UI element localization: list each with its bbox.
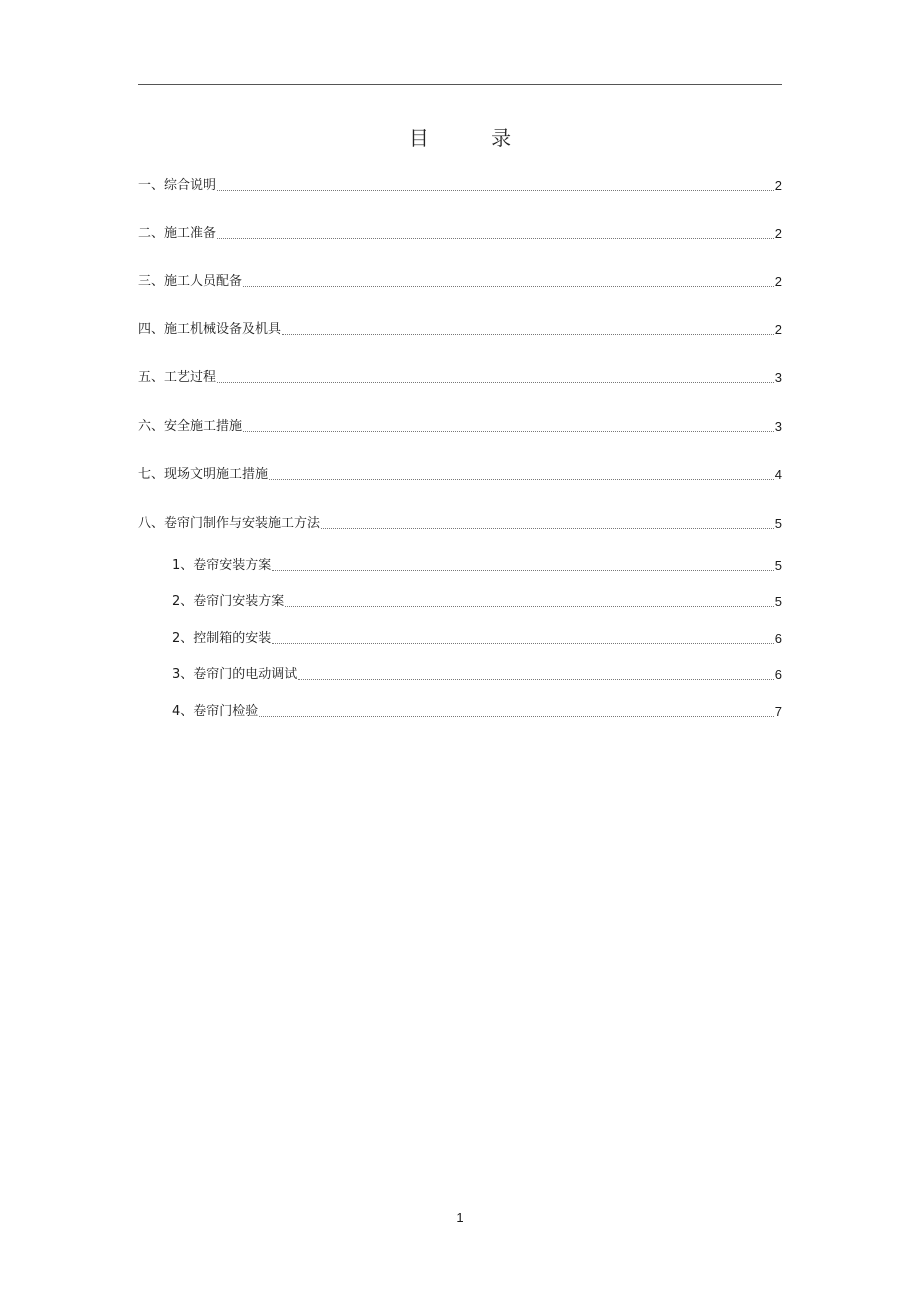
page-number: 1 — [456, 1210, 464, 1225]
toc-subentry[interactable] — [172, 702, 782, 720]
toc-leader — [217, 238, 774, 239]
header-rule — [138, 84, 782, 85]
toc-entry-page: 2 — [774, 226, 782, 241]
toc-entry-label: 三、施工人员配备 — [138, 274, 243, 289]
toc-entry-label: 八、卷帘门制作与安装施工方法 — [138, 516, 321, 531]
toc-entry-label: 六、安全施工措施 — [138, 419, 243, 434]
toc-entry-label: 五、工艺过程 — [138, 370, 217, 385]
toc-leader — [321, 528, 774, 529]
toc-entry[interactable] — [138, 272, 782, 290]
toc-entry-label: 1、卷帘安装方案 — [172, 558, 272, 573]
toc-leader — [243, 431, 774, 432]
toc-entry[interactable] — [138, 368, 782, 386]
toc-entry-page: 2 — [774, 274, 782, 289]
toc-leader — [272, 643, 773, 644]
toc-leader — [298, 679, 773, 680]
toc-subentry[interactable] — [172, 665, 782, 683]
toc-leader — [269, 479, 774, 480]
toc-leader — [217, 190, 774, 191]
toc-subentry[interactable] — [172, 592, 782, 610]
toc-leader — [217, 382, 774, 383]
toc-entry-page: 6 — [774, 667, 782, 682]
toc-entry-page: 4 — [774, 467, 782, 482]
toc-subentry[interactable] — [172, 556, 782, 574]
toc-leader — [259, 716, 773, 717]
toc-entry-label: 四、施工机械设备及机具 — [138, 322, 282, 337]
toc-entry-label: 七、现场文明施工措施 — [138, 467, 269, 482]
toc-entry-label: 二、施工准备 — [138, 226, 217, 241]
toc-entry-label: 4、卷帘门检验 — [172, 704, 259, 719]
toc-entry-label: 3、卷帘门的电动调试 — [172, 667, 298, 682]
toc-entry-page: 5 — [774, 516, 782, 531]
toc-entry-page: 3 — [774, 419, 782, 434]
toc-entry-page: 2 — [774, 322, 782, 337]
toc-entry[interactable] — [138, 320, 782, 338]
toc-entry-label: 2、控制箱的安装 — [172, 631, 272, 646]
toc-entry-page: 2 — [774, 178, 782, 193]
toc-entry-page: 7 — [774, 704, 782, 719]
toc-entry[interactable] — [138, 176, 782, 194]
toc-entry-page: 5 — [774, 558, 782, 573]
toc-leader — [272, 570, 773, 571]
toc-entry[interactable] — [138, 514, 782, 532]
toc-entry-page: 6 — [774, 631, 782, 646]
toc-entry-page: 3 — [774, 370, 782, 385]
toc-leader — [282, 334, 774, 335]
toc-entry-page: 5 — [774, 594, 782, 609]
toc-entry[interactable] — [138, 417, 782, 435]
toc-entry-label: 2、卷帘门安装方案 — [172, 594, 285, 609]
toc-leader — [243, 286, 774, 287]
toc-title: 目 录 — [408, 126, 540, 150]
toc-entry-label: 一、综合说明 — [138, 178, 217, 193]
toc-leader — [285, 606, 773, 607]
toc-entry[interactable] — [138, 224, 782, 242]
toc-subentry[interactable] — [172, 629, 782, 647]
toc-entry[interactable] — [138, 465, 782, 483]
